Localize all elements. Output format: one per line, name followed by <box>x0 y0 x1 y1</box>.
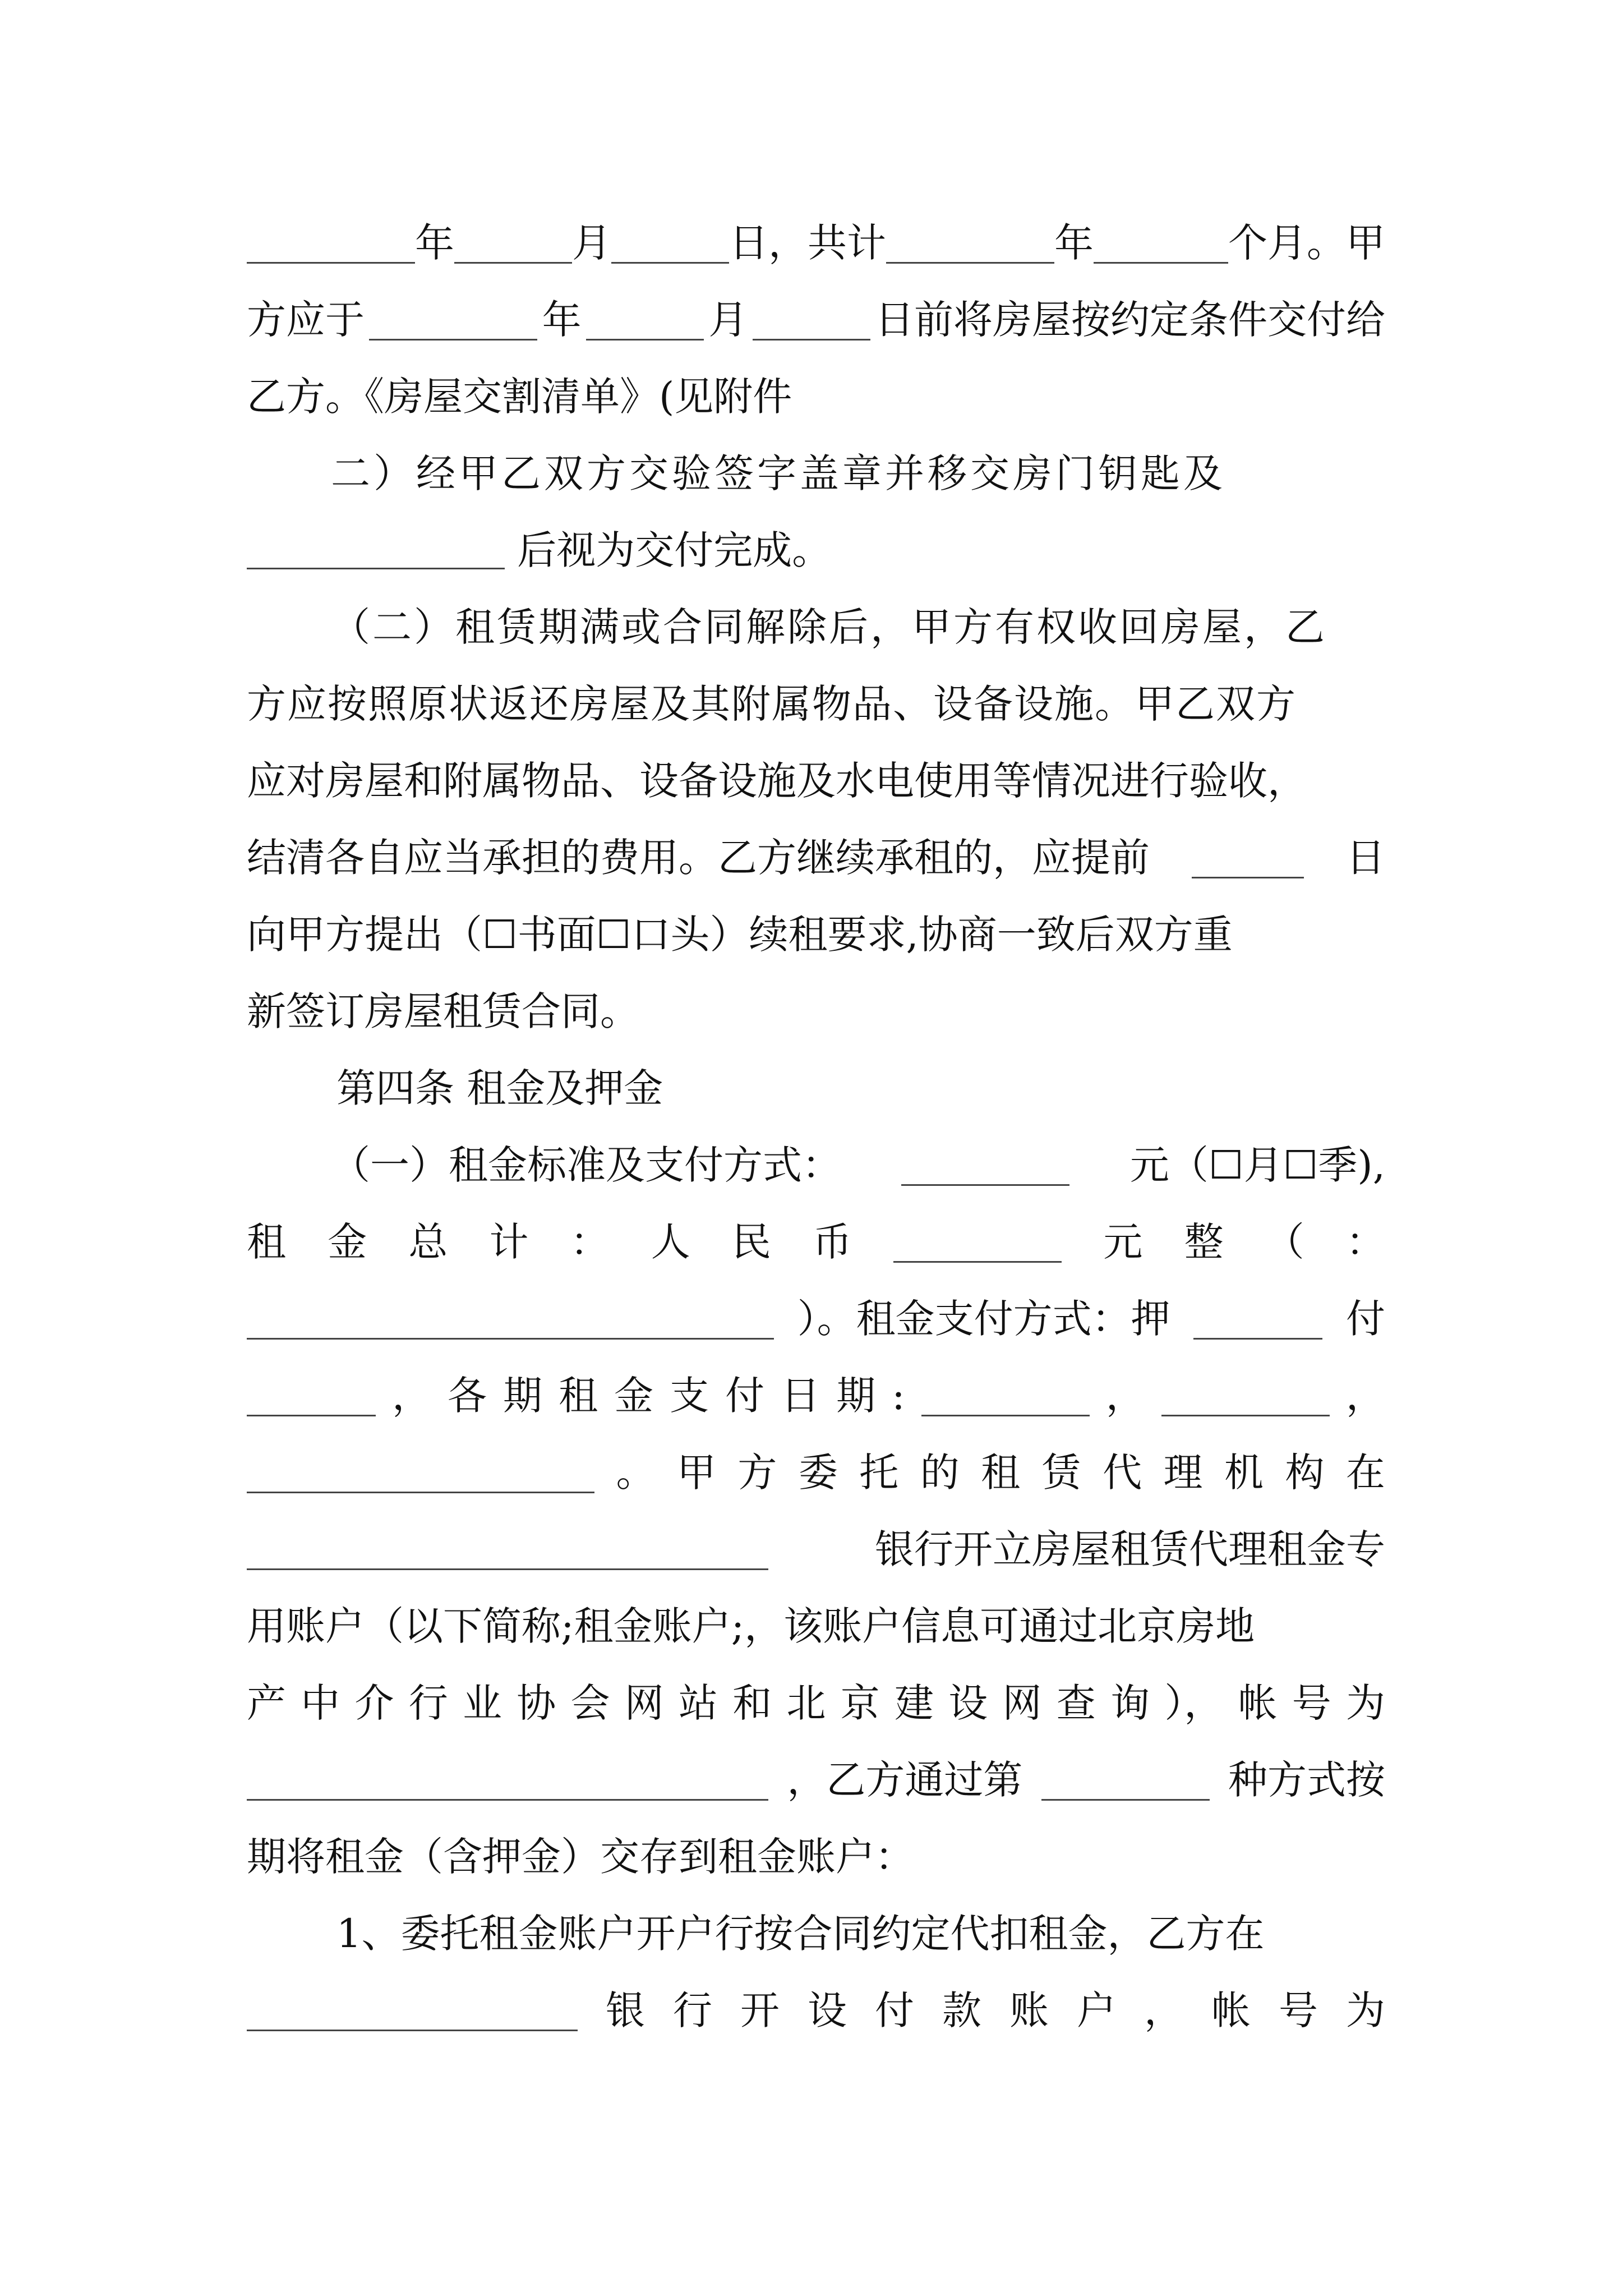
text-line <box>247 366 1385 427</box>
text-segment: ： <box>570 1219 610 1265</box>
fill-blank[interactable] <box>247 1299 774 1340</box>
text-segment: 应对房屋和附属物品、设备设施及水电使用等情况进行验收， <box>247 758 1307 804</box>
fill-blank[interactable] <box>901 1145 1069 1186</box>
text-segment: 款 <box>942 1987 981 2033</box>
text-segment: 元（☐月☐季), <box>1129 1142 1385 1188</box>
fill-blank[interactable] <box>886 223 1054 264</box>
text-segment: 期 <box>503 1373 543 1419</box>
text-segment: 站 <box>679 1680 718 1726</box>
text-segment: 种方式按 <box>1228 1757 1385 1803</box>
text-segment: 介 <box>354 1680 394 1726</box>
fill-blank[interactable] <box>611 223 729 264</box>
text-line <box>336 1903 1385 1964</box>
text-line <box>247 519 1385 581</box>
text-segment: 会 <box>570 1680 610 1726</box>
text-segment: 租 <box>247 1219 286 1265</box>
text-segment: 行 <box>673 1987 712 2033</box>
fill-blank[interactable] <box>247 528 505 569</box>
text-segment: （二）租赁期满或合同解除后，甲方有权收回房屋，乙 <box>331 604 1327 650</box>
text-segment: 帐 <box>1238 1680 1278 1726</box>
text-segment: 设 <box>948 1680 988 1726</box>
text-segment: 金 <box>328 1219 367 1265</box>
text-segment: 民 <box>731 1219 771 1265</box>
text-segment: 方 <box>737 1450 777 1496</box>
fill-blank[interactable] <box>247 1990 578 2031</box>
text-line <box>247 981 1385 1042</box>
text-segment: 和 <box>732 1680 772 1726</box>
text-segment: 月 <box>708 297 748 343</box>
text-segment: 付 <box>875 1987 914 2033</box>
text-line <box>331 1134 1385 1196</box>
text-segment: 付 <box>1345 1296 1385 1342</box>
text-line <box>247 1749 1385 1811</box>
fill-blank[interactable] <box>247 1375 376 1416</box>
text-segment: 月 <box>572 220 611 266</box>
text-segment: 总 <box>408 1219 448 1265</box>
text-line <box>247 212 1385 274</box>
text-segment: 乙方。《房屋交割清单》(见附件 <box>247 374 792 420</box>
text-segment: 计 <box>489 1219 529 1265</box>
fill-blank[interactable] <box>921 1375 1090 1416</box>
text-segment: 建 <box>895 1680 934 1726</box>
text-segment: （ <box>1265 1219 1304 1265</box>
text-segment: 设 <box>808 1987 847 2033</box>
text-line <box>247 673 1385 735</box>
text-line <box>247 1980 1385 2041</box>
text-segment: 日 <box>781 1373 820 1419</box>
fill-blank[interactable] <box>893 1222 1062 1263</box>
text-segment: 年 <box>415 220 454 266</box>
text-line <box>247 1519 1385 1580</box>
text-segment: 付 <box>725 1373 765 1419</box>
text-segment: 金 <box>614 1373 654 1419</box>
text-segment: 后视为交付完成。 <box>517 527 832 573</box>
text-segment: 的 <box>920 1450 960 1496</box>
text-line <box>247 1442 1385 1503</box>
text-segment: 询 <box>1110 1680 1150 1726</box>
text-segment: 第四条 租金及押金 <box>336 1065 663 1111</box>
fill-blank[interactable] <box>753 300 870 341</box>
fill-blank[interactable] <box>1094 223 1228 264</box>
text-segment: 元 <box>1103 1219 1143 1265</box>
fill-blank[interactable] <box>1161 1375 1330 1416</box>
text-line <box>247 1595 1385 1657</box>
text-segment: 用账户（以下简称;租金账户;，该账户信息可通过北京房地 <box>247 1603 1255 1649</box>
text-segment: 协 <box>517 1680 556 1726</box>
text-segment: 个月。甲 <box>1228 220 1385 266</box>
text-segment: : <box>892 1373 905 1419</box>
text-line <box>247 1211 1385 1273</box>
text-line <box>247 750 1385 812</box>
text-segment: 机 <box>1224 1450 1264 1496</box>
text-segment: ， <box>1345 1373 1385 1419</box>
text-line <box>247 289 1385 351</box>
text-segment: 为 <box>1346 1680 1385 1726</box>
fill-blank[interactable] <box>1193 1299 1322 1340</box>
text-segment: 人 <box>651 1219 690 1265</box>
text-segment: 各 <box>448 1373 487 1419</box>
text-segment: 托 <box>859 1450 899 1496</box>
text-segment: ， <box>1105 1373 1145 1419</box>
text-segment: 账 <box>1009 1987 1049 2033</box>
section-heading <box>336 1057 1385 1119</box>
text-segment: 方应于 <box>247 297 365 343</box>
text-segment: ，乙方通过第 <box>787 1757 1023 1803</box>
text-line <box>247 1288 1385 1350</box>
text-segment: ， <box>392 1373 432 1419</box>
text-segment: 结清各自应当承担的费用。乙方继续承租的，应提前 <box>247 835 1150 881</box>
text-segment: 查 <box>1056 1680 1096 1726</box>
text-line <box>331 443 1385 504</box>
text-segment: 币 <box>813 1219 852 1265</box>
text-segment: 年 <box>1054 220 1094 266</box>
text-segment: 租 <box>981 1450 1021 1496</box>
text-segment: 理 <box>1163 1450 1203 1496</box>
text-segment: 开 <box>740 1987 780 2033</box>
text-segment: 期将租金（含押金）交存到租金账户： <box>247 1834 914 1880</box>
text-segment: 产 <box>247 1680 286 1726</box>
text-segment: 号 <box>1279 1987 1318 2033</box>
text-segment: 构 <box>1285 1450 1325 1496</box>
text-line <box>247 1826 1385 1888</box>
text-segment: 。 <box>616 1450 656 1496</box>
fill-blank[interactable] <box>454 223 572 264</box>
text-segment: 方应按照原状返还房屋及其附属物品、设备设施。甲乙双方 <box>247 681 1297 727</box>
fill-blank[interactable] <box>247 1760 768 1801</box>
fill-blank[interactable] <box>1041 1760 1210 1801</box>
fill-blank[interactable] <box>247 1529 768 1570</box>
text-segment: 号 <box>1292 1680 1331 1726</box>
text-segment: 期 <box>836 1373 876 1419</box>
text-segment: 网 <box>624 1680 664 1726</box>
text-segment: 在 <box>1345 1450 1385 1496</box>
text-segment: 帐 <box>1211 1987 1251 2033</box>
text-segment: 整 <box>1184 1219 1224 1265</box>
fill-blank[interactable] <box>247 1452 594 1493</box>
text-segment: 支 <box>670 1373 709 1419</box>
fill-blank[interactable] <box>369 300 537 341</box>
text-segment: ： <box>1345 1219 1385 1265</box>
text-segment: 新签订房屋租赁合同。 <box>247 988 639 1034</box>
text-line <box>331 596 1385 658</box>
text-segment: 1、委托租金账户开户行按合同约定代扣租金，乙方在 <box>336 1911 1265 1957</box>
text-segment: 二）经甲乙双方交验签字盖章并移交房门钥匙及 <box>331 450 1226 496</box>
text-segment: 行 <box>408 1680 448 1726</box>
text-segment: 日 <box>1346 835 1385 881</box>
text-segment: 日前将房屋按约定条件交付给 <box>874 297 1385 343</box>
text-line <box>247 904 1385 965</box>
fill-blank[interactable] <box>586 300 704 341</box>
text-segment: 京 <box>840 1680 880 1726</box>
text-segment: 年 <box>542 297 582 343</box>
text-segment: 中 <box>301 1680 340 1726</box>
text-segment: 甲 <box>676 1450 716 1496</box>
text-segment: ）。租金支付方式：押 <box>797 1296 1170 1342</box>
text-segment: 银行开立房屋租赁代理租金专 <box>875 1526 1385 1572</box>
text-segment: 业 <box>463 1680 502 1726</box>
fill-blank[interactable] <box>247 223 415 264</box>
text-segment: 赁 <box>1041 1450 1081 1496</box>
text-segment: 日，共计 <box>729 220 886 266</box>
text-line <box>247 827 1385 889</box>
text-segment: 向甲方提出（☐书面☐口头）续租要求,协商一致后双方重 <box>247 912 1233 958</box>
text-segment: 网 <box>1002 1680 1042 1726</box>
text-segment: ， <box>1144 1987 1183 2033</box>
text-line <box>247 1365 1385 1427</box>
text-segment: 为 <box>1346 1987 1385 2033</box>
text-segment: ）， <box>1164 1680 1224 1726</box>
text-segment: 委 <box>798 1450 838 1496</box>
text-segment: 北 <box>786 1680 826 1726</box>
text-segment: 租 <box>559 1373 598 1419</box>
text-segment: 户 <box>1077 1987 1116 2033</box>
fill-blank[interactable] <box>1192 838 1304 878</box>
text-line <box>247 1672 1385 1734</box>
text-segment: （一）租金标准及支付方式： <box>331 1142 841 1188</box>
text-segment: 银 <box>606 1987 645 2033</box>
text-segment: 代 <box>1103 1450 1142 1496</box>
